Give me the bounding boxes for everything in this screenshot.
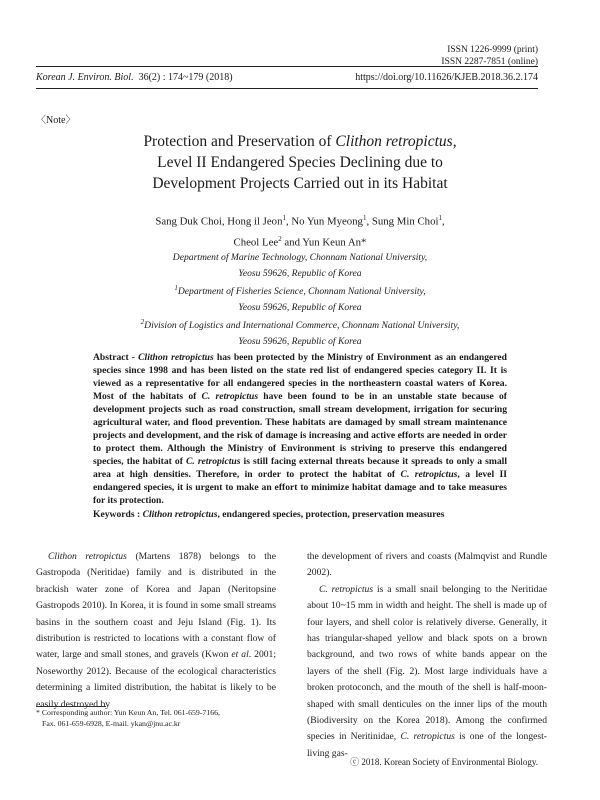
title-line-2: Level II Endangered Species Declining due to <box>157 154 443 171</box>
abstract-text: have been found to be in an unstable state because of development projects such as road construction, small stream development, irrigation for securing agricultural water, and flood prevention. These habitats are damaged by small stream maintenance projects and development, and the risk of damage is increasing and active efforts are needed in order to protect them. Although the Ministry of Environment is striving to preserve this endangered species, the habitat of <box>93 391 507 467</box>
author-text: Cheol Lee <box>233 236 279 249</box>
author-text: , Sung Min Choi <box>366 215 439 228</box>
journal-citation <box>36 72 233 83</box>
body-species: C. retropictus <box>400 731 455 743</box>
title-line-3: Development Projects Carried out in its Habitat <box>152 175 448 192</box>
title-species: Clithon retropictus <box>335 133 453 150</box>
body-column-right <box>307 549 547 762</box>
affiliation-line: Department of Fisheries Science, Chonnam National University, <box>177 286 426 298</box>
affiliation-line: Yeosu 59626, Republic of Korea <box>238 301 362 313</box>
body-column-left <box>36 549 276 713</box>
note-label: 〈Note〉 <box>36 115 76 126</box>
keywords-label: Keywords : <box>93 509 143 520</box>
header-rule-top <box>36 66 538 67</box>
abstract-species: C. retropictus <box>400 469 458 480</box>
body-text: is a small snail belonging to the Neritidae about 10~15 mm in width and height. The shell is made up of four layers, and shell color is relatively diverse. Generally, it has triangular-shaped yellow and black spots on a brown background, and two rows of white bands appear on the layers of the shell (Fig. 2). Most large individuals have a broken protoconch, and the mouth of the shell is half-moon-shaped with small denticules on the inner lips of the mouth (Biodiversity on the Korea 2018). Among the confirmed species in Neritinidae, <box>307 583 547 743</box>
author-text: , <box>441 215 445 228</box>
author-text: and Yun Keun An* <box>281 236 367 249</box>
abstract-species: C. retropictus <box>201 391 259 402</box>
body-text: . 2001; Noseworthy 2012). Because of the ecological characteristics determining a limited distribution, the habitat is likely to be easily destroyed by <box>36 649 276 710</box>
author-list <box>60 210 540 251</box>
doi-link[interactable]: https://doi.org/10.11626/KJEB.2018.36.2.174 <box>355 72 538 83</box>
author-mark: 1 <box>362 214 367 222</box>
footnote-line: * Corresponding author: Yun Keun An, Tel. 061-659-7166, <box>36 708 220 717</box>
issn-online: ISSN 2287-7851 (online) <box>441 57 538 67</box>
affiliation-line: Yeosu 59626, Republic of Korea <box>238 335 362 347</box>
title-comma: , <box>452 133 457 150</box>
abstract-text: , a level II endangered species, it is urgent to make an effort to minimize habitat damage and to take measures for its protection. <box>93 469 507 506</box>
body-species: C. retropictus <box>319 583 374 595</box>
author-mark: 2 <box>278 234 282 243</box>
body-paragraph <box>307 582 547 762</box>
corresponding-author-footnote <box>36 708 220 729</box>
footnote-rule <box>36 706 106 707</box>
body-text: is one of the longest-living gas- <box>307 731 547 759</box>
abstract-text: has been protected by the Ministry of Environment as an endangered species since 1998 and has been listed on the state red list of endangered species category II. It is viewed as a representative for all endangered species in the northeastern coastal waters of Korea. Most of the habitats of <box>93 352 507 402</box>
keyword-species: Clithon retropictus <box>142 509 218 520</box>
author-text: , No Yun Myeong <box>285 215 363 228</box>
affiliation-line: Division of Logistics and International Commerce, Chonnam National University, <box>144 320 460 332</box>
body-text: (Martens 1878) belongs to the Gastropoda (Neritidae) family and is distributed in the brackish water zone of Korea and Japan (Neritopsine Gastropods 2010). In Korea, it is found in some small streams basins in the southern coast and Jeju Island (Fig. 1). Its distribution is restricted to locations with a constant flow of water, large and small stones, and gravels (Kwon <box>36 551 276 661</box>
keywords-list: , endangered species, protection, preservation measures <box>217 509 445 520</box>
author-text: Sang Duk Choi, Hong il Jeon <box>155 215 283 228</box>
article-title <box>60 131 540 194</box>
title-text: Protection and Preservation of <box>143 133 336 150</box>
abstract-species: C. retropictus <box>185 456 241 467</box>
issn-block <box>441 44 538 68</box>
body-species: Clithon retropictus <box>48 551 127 562</box>
issn-print: ISSN 1226-9999 (print) <box>447 45 538 55</box>
footnote-line: Fax. 061-659-6928, E-mail. ykan@jnu.ac.kr <box>42 718 181 728</box>
body-paragraph: the development of rivers and coasts (Malmqvist and Rundle 2002). <box>307 551 547 579</box>
abstract <box>93 351 507 507</box>
affiliation-line: Yeosu 59626, Republic of Korea <box>238 267 362 279</box>
journal-volume: 36(2) : 174~179 (2018) <box>138 72 233 83</box>
affiliation-line: Department of Marine Technology, Chonnam National University, <box>172 252 428 263</box>
affiliations <box>60 250 540 349</box>
header-rule-bottom <box>36 88 538 89</box>
author-mark: 1 <box>438 214 442 222</box>
abstract-species: Clithon retropictus <box>138 352 214 363</box>
journal-name: Korean J. Environ. Biol. <box>36 72 134 83</box>
body-paragraph <box>36 549 276 713</box>
keywords <box>93 509 444 520</box>
body-etal: et al <box>231 649 249 661</box>
affiliation-mark: 1 <box>174 284 178 292</box>
abstract-text: is still facing external threats because it spreads to only a small area at high densities. Therefore, in order to protect the habitat of <box>93 456 507 480</box>
author-mark: 1 <box>282 214 286 222</box>
copyright: ⓒ 2018. Korean Society of Environmental Biology. <box>350 757 538 767</box>
affiliation-mark: 2 <box>140 318 145 327</box>
abstract-label: Abstract - <box>93 352 139 363</box>
